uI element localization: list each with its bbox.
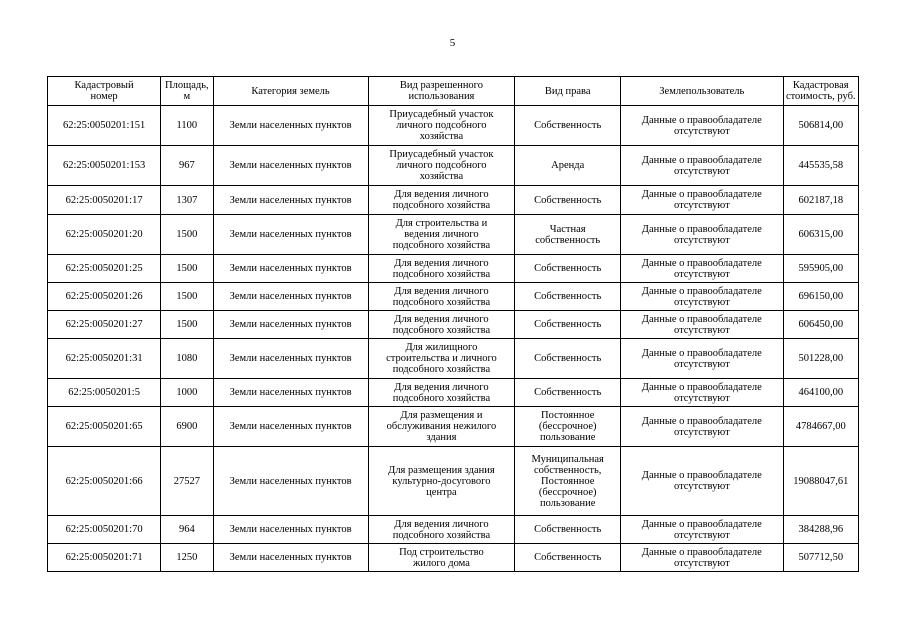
cell-land-category: Земли населенных пунктов bbox=[213, 447, 368, 516]
header-area: Площадь, м bbox=[161, 77, 213, 106]
cell-cadastral-number: 62:25:0050201:26 bbox=[48, 283, 161, 311]
cell-cadastral-value: 595905,00 bbox=[783, 255, 858, 283]
cell-permitted-use: Для размещения и обслуживания нежилого здания bbox=[368, 407, 515, 447]
cell-land-user: Данные о правообладателе отсутствуют bbox=[621, 544, 783, 572]
cell-area: 27527 bbox=[161, 447, 213, 516]
table-row bbox=[48, 516, 859, 544]
cell-land-category: Земли населенных пунктов bbox=[213, 215, 368, 255]
table-row bbox=[48, 407, 859, 447]
cell-permitted-use: Для ведения личного подсобного хозяйства bbox=[368, 255, 515, 283]
cell-land-user: Данные о правообладателе отсутствуют bbox=[621, 255, 783, 283]
cell-land-category: Земли населенных пунктов bbox=[213, 186, 368, 215]
cell-cadastral-number: 62:25:0050201:20 bbox=[48, 215, 161, 255]
cell-cadastral-number: 62:25:0050201:65 bbox=[48, 407, 161, 447]
cell-land-category: Земли населенных пунктов bbox=[213, 106, 368, 146]
cell-right-type: Постоянное (бессрочное) пользование bbox=[515, 407, 621, 447]
table-row bbox=[48, 447, 859, 516]
cell-land-category: Земли населенных пунктов bbox=[213, 283, 368, 311]
cell-area: 1250 bbox=[161, 544, 213, 572]
cell-area: 967 bbox=[161, 146, 213, 186]
table-row bbox=[48, 215, 859, 255]
cell-land-user: Данные о правообладателе отсутствуют bbox=[621, 283, 783, 311]
cell-land-category: Земли населенных пунктов bbox=[213, 255, 368, 283]
header-cadastral-value: Кадастровая стоимость, руб. bbox=[783, 77, 858, 106]
cell-land-user: Данные о правообладателе отсутствуют bbox=[621, 146, 783, 186]
cell-cadastral-value: 4784667,00 bbox=[783, 407, 858, 447]
cell-area: 1500 bbox=[161, 311, 213, 339]
cell-cadastral-value: 696150,00 bbox=[783, 283, 858, 311]
table-row bbox=[48, 544, 859, 572]
cell-right-type: Собственность bbox=[515, 339, 621, 379]
cell-cadastral-value: 606315,00 bbox=[783, 215, 858, 255]
cell-permitted-use: Под строительство жилого дома bbox=[368, 544, 515, 572]
cell-cadastral-value: 602187,18 bbox=[783, 186, 858, 215]
cell-right-type: Собственность bbox=[515, 311, 621, 339]
cell-right-type: Собственность bbox=[515, 516, 621, 544]
cell-area: 1307 bbox=[161, 186, 213, 215]
cell-land-category: Земли населенных пунктов bbox=[213, 311, 368, 339]
cell-permitted-use: Приусадебный участок личного подсобного хозяйства bbox=[368, 146, 515, 186]
table-header-row bbox=[48, 77, 859, 106]
cell-cadastral-number: 62:25:0050201:5 bbox=[48, 379, 161, 407]
cell-right-type: Собственность bbox=[515, 283, 621, 311]
cell-permitted-use: Приусадебный участок личного подсобного хозяйства bbox=[368, 106, 515, 146]
cell-permitted-use: Для ведения личного подсобного хозяйства bbox=[368, 379, 515, 407]
table-row bbox=[48, 106, 859, 146]
cell-cadastral-number: 62:25:0050201:70 bbox=[48, 516, 161, 544]
cell-cadastral-number: 62:25:0050201:25 bbox=[48, 255, 161, 283]
cell-right-type: Собственность bbox=[515, 106, 621, 146]
cell-permitted-use: Для ведения личного подсобного хозяйства bbox=[368, 283, 515, 311]
cell-cadastral-number: 62:25:0050201:151 bbox=[48, 106, 161, 146]
cell-area: 1000 bbox=[161, 379, 213, 407]
cell-permitted-use: Для строительства и ведения личного подсобного хозяйства bbox=[368, 215, 515, 255]
cell-land-category: Земли населенных пунктов bbox=[213, 516, 368, 544]
cell-cadastral-number: 62:25:0050201:71 bbox=[48, 544, 161, 572]
cell-land-user: Данные о правообладателе отсутствуют bbox=[621, 106, 783, 146]
cell-area: 964 bbox=[161, 516, 213, 544]
cell-land-category: Земли населенных пунктов bbox=[213, 146, 368, 186]
cell-land-user: Данные о правообладателе отсутствуют bbox=[621, 311, 783, 339]
cell-area: 1500 bbox=[161, 283, 213, 311]
header-land-category: Категория земель bbox=[213, 77, 368, 106]
cell-right-type: Муниципальная собственность, Постоянное (бессрочное) пользование bbox=[515, 447, 621, 516]
cell-area: 1500 bbox=[161, 255, 213, 283]
cell-permitted-use: Для ведения личного подсобного хозяйства bbox=[368, 186, 515, 215]
header-right-type: Вид права bbox=[515, 77, 621, 106]
table-row bbox=[48, 379, 859, 407]
cell-right-type: Собственность bbox=[515, 544, 621, 572]
cell-cadastral-value: 464100,00 bbox=[783, 379, 858, 407]
page-number: 5 bbox=[449, 37, 456, 49]
cell-area: 6900 bbox=[161, 407, 213, 447]
table-row bbox=[48, 146, 859, 186]
cell-permitted-use: Для жилищного строительства и личного подсобного хозяйства bbox=[368, 339, 515, 379]
table-row bbox=[48, 255, 859, 283]
cell-area: 1080 bbox=[161, 339, 213, 379]
cell-land-user: Данные о правообладателе отсутствуют bbox=[621, 447, 783, 516]
cell-land-category: Земли населенных пунктов bbox=[213, 379, 368, 407]
cell-permitted-use: Для ведения личного подсобного хозяйства bbox=[368, 311, 515, 339]
cell-area: 1100 bbox=[161, 106, 213, 146]
cell-right-type: Аренда bbox=[515, 146, 621, 186]
cell-cadastral-value: 507712,50 bbox=[783, 544, 858, 572]
cell-area: 1500 bbox=[161, 215, 213, 255]
cell-land-user: Данные о правообладателе отсутствуют bbox=[621, 186, 783, 215]
cell-cadastral-number: 62:25:0050201:27 bbox=[48, 311, 161, 339]
cell-cadastral-value: 501228,00 bbox=[783, 339, 858, 379]
land-plots-table bbox=[47, 76, 859, 572]
cell-permitted-use: Для размещения здания культурно-досугового центра bbox=[368, 447, 515, 516]
table-row bbox=[48, 339, 859, 379]
cell-cadastral-number: 62:25:0050201:17 bbox=[48, 186, 161, 215]
cell-land-category: Земли населенных пунктов bbox=[213, 544, 368, 572]
cell-land-category: Земли населенных пунктов bbox=[213, 407, 368, 447]
table-row bbox=[48, 186, 859, 215]
table-row bbox=[48, 283, 859, 311]
cell-land-user: Данные о правообладателе отсутствуют bbox=[621, 407, 783, 447]
cell-right-type: Частная собственность bbox=[515, 215, 621, 255]
table-row bbox=[48, 311, 859, 339]
cell-right-type: Собственность bbox=[515, 255, 621, 283]
cell-cadastral-value: 384288,96 bbox=[783, 516, 858, 544]
header-cadastral-number: Кадастровый номер bbox=[48, 77, 161, 106]
cell-cadastral-value: 606450,00 bbox=[783, 311, 858, 339]
cell-right-type: Собственность bbox=[515, 186, 621, 215]
cell-cadastral-value: 506814,00 bbox=[783, 106, 858, 146]
cell-cadastral-number: 62:25:0050201:31 bbox=[48, 339, 161, 379]
cell-cadastral-number: 62:25:0050201:66 bbox=[48, 447, 161, 516]
cell-right-type: Собственность bbox=[515, 379, 621, 407]
header-land-user: Землепользователь bbox=[621, 77, 783, 106]
cell-land-user: Данные о правообладателе отсутствуют bbox=[621, 516, 783, 544]
cell-cadastral-number: 62:25:0050201:153 bbox=[48, 146, 161, 186]
cell-land-user: Данные о правообладателе отсутствуют bbox=[621, 379, 783, 407]
cell-permitted-use: Для ведения личного подсобного хозяйства bbox=[368, 516, 515, 544]
header-permitted-use: Вид разрешенного использования bbox=[368, 77, 515, 106]
cell-land-category: Земли населенных пунктов bbox=[213, 339, 368, 379]
cell-land-user: Данные о правообладателе отсутствуют bbox=[621, 215, 783, 255]
cell-land-user: Данные о правообладателе отсутствуют bbox=[621, 339, 783, 379]
cell-cadastral-value: 19088047,61 bbox=[783, 447, 858, 516]
cell-cadastral-value: 445535,58 bbox=[783, 146, 858, 186]
